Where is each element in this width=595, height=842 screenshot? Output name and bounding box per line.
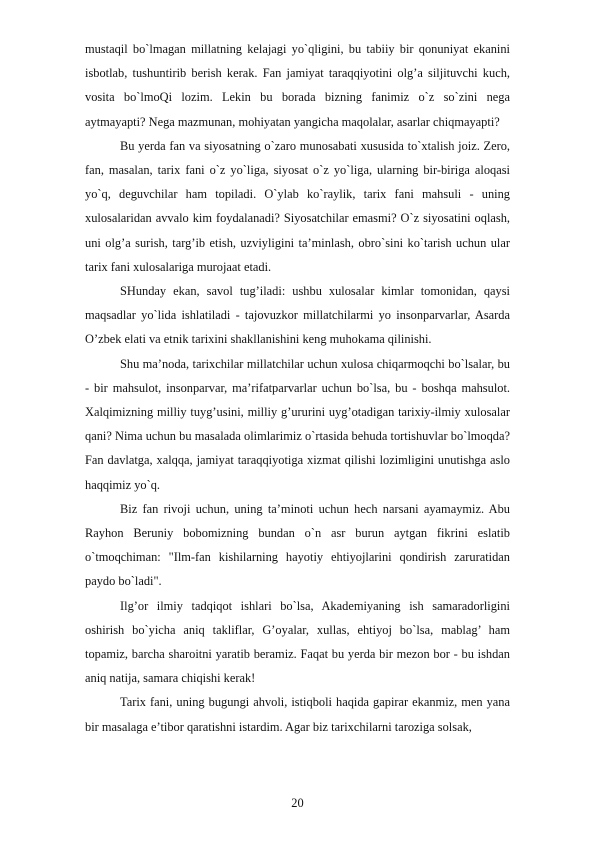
page-number: 20 — [291, 796, 304, 810]
paragraph-1: mustaqil bo`lmagan millatning kelajagi yo`qligini, bu tabiiy bir qonuniyat ekanini isbotlab, tushuntirib berish kerak. Fan jamiyat taraqqiyotini olg’a siljituvchi kuch, vosita bo`lmoQi lozim. Lekin bu borada bizning fanimiz o`z so`zini nega aytmayapti? Nega mazmunan, mohiyatan yangicha maqolalar, asarlar chiqmayapti? — [85, 42, 510, 129]
paragraph-4: Shu ma’noda, tarixchilar millatchilar uchun xulosa chiqarmoqchi bo`lsalar, bu - bir mahsulot, insonparvar, ma’rifatparvarlar uchun bo`lsa, bu - boshqa mahsulot. Xalqimizning milliy tuyg’usini, milliy g’ururini uyg’otadigan tarixiy-ilmiy xulosalar qani? Nima uchun bu masalada olimlarimiz o`rtasida behuda tortishuvlar bo`lmoqda? Fan davlatga, xalqqa, jamiyat taraqqiyotiga xizmat qilishi lozimligini unutishga aslo haqqimiz yo`q. — [85, 356, 510, 492]
paragraph-3: SHunday ekan, savol tug’iladi: ushbu xulosalar kimlar tomonidan, qaysi maqsadlar yo`lida ishlatiladi - tajovuzkor millatchilarmi yo insonparvarlar, Asarda O’zbek elati va etnik tarixini shakllanishini keng muhokama qilinishi. — [85, 284, 510, 347]
paragraph-2: Bu yerda fan va siyosatning o`zaro munosabati xususida to`xtalish joiz. Zero, fan, masalan, tarix fani o`z yo`liga, siyosat o`z yo`liga, ularning bir-biriga aloqasi yo`q, deguvchilar ham topiladi. O`ylab ko`raylik, tarix fani mahsuli - uning xulosalaridan avvalo kim foydalanadi? Siyosatchilar emasmi? O`z siyosatini oqlash, uni olg’a surish, targ’ib etish, uzviyligini ta’minlash, obro`sini ko`tarish uchun ular tarix fani xulosalariga murojaat etadi. — [85, 138, 510, 274]
paragraph-7: Tarix fani, uning bugungi ahvoli, istiqboli haqida gapirar ekanmiz, men yana bir masalaga e’tibor qaratishni istardim. Agar biz tarixchilarni taroziga solsak, — [85, 695, 510, 734]
paragraph-5: Biz fan rivoji uchun, uning ta’minoti uchun hech narsani ayamaymiz. Abu Rayhon Beruniy bobomizning bundan o`n asr burun aytgan fikrini eslatib o`tmoqchiman: "Ilm-fan kishilarning hayotiy ehtiyojlarini qondirish zaruratidan paydo bo`ladi". — [85, 501, 510, 589]
body-text — [85, 37, 510, 739]
paragraph-6: Ilg’or ilmiy tadqiqot ishlari bo`lsa, Akademiyaning ish samaradorligini oshirish bo`yicha aniq takliflar, G’oyalar, xullas, ehtiyoj bo`lsa, mablag’ ham topamiz, barcha sharoitni yaratib beramiz. Faqat bu yerda bir mezon bor - bu ishdan aniq natija, samara chiqishi kerak! — [85, 598, 510, 686]
